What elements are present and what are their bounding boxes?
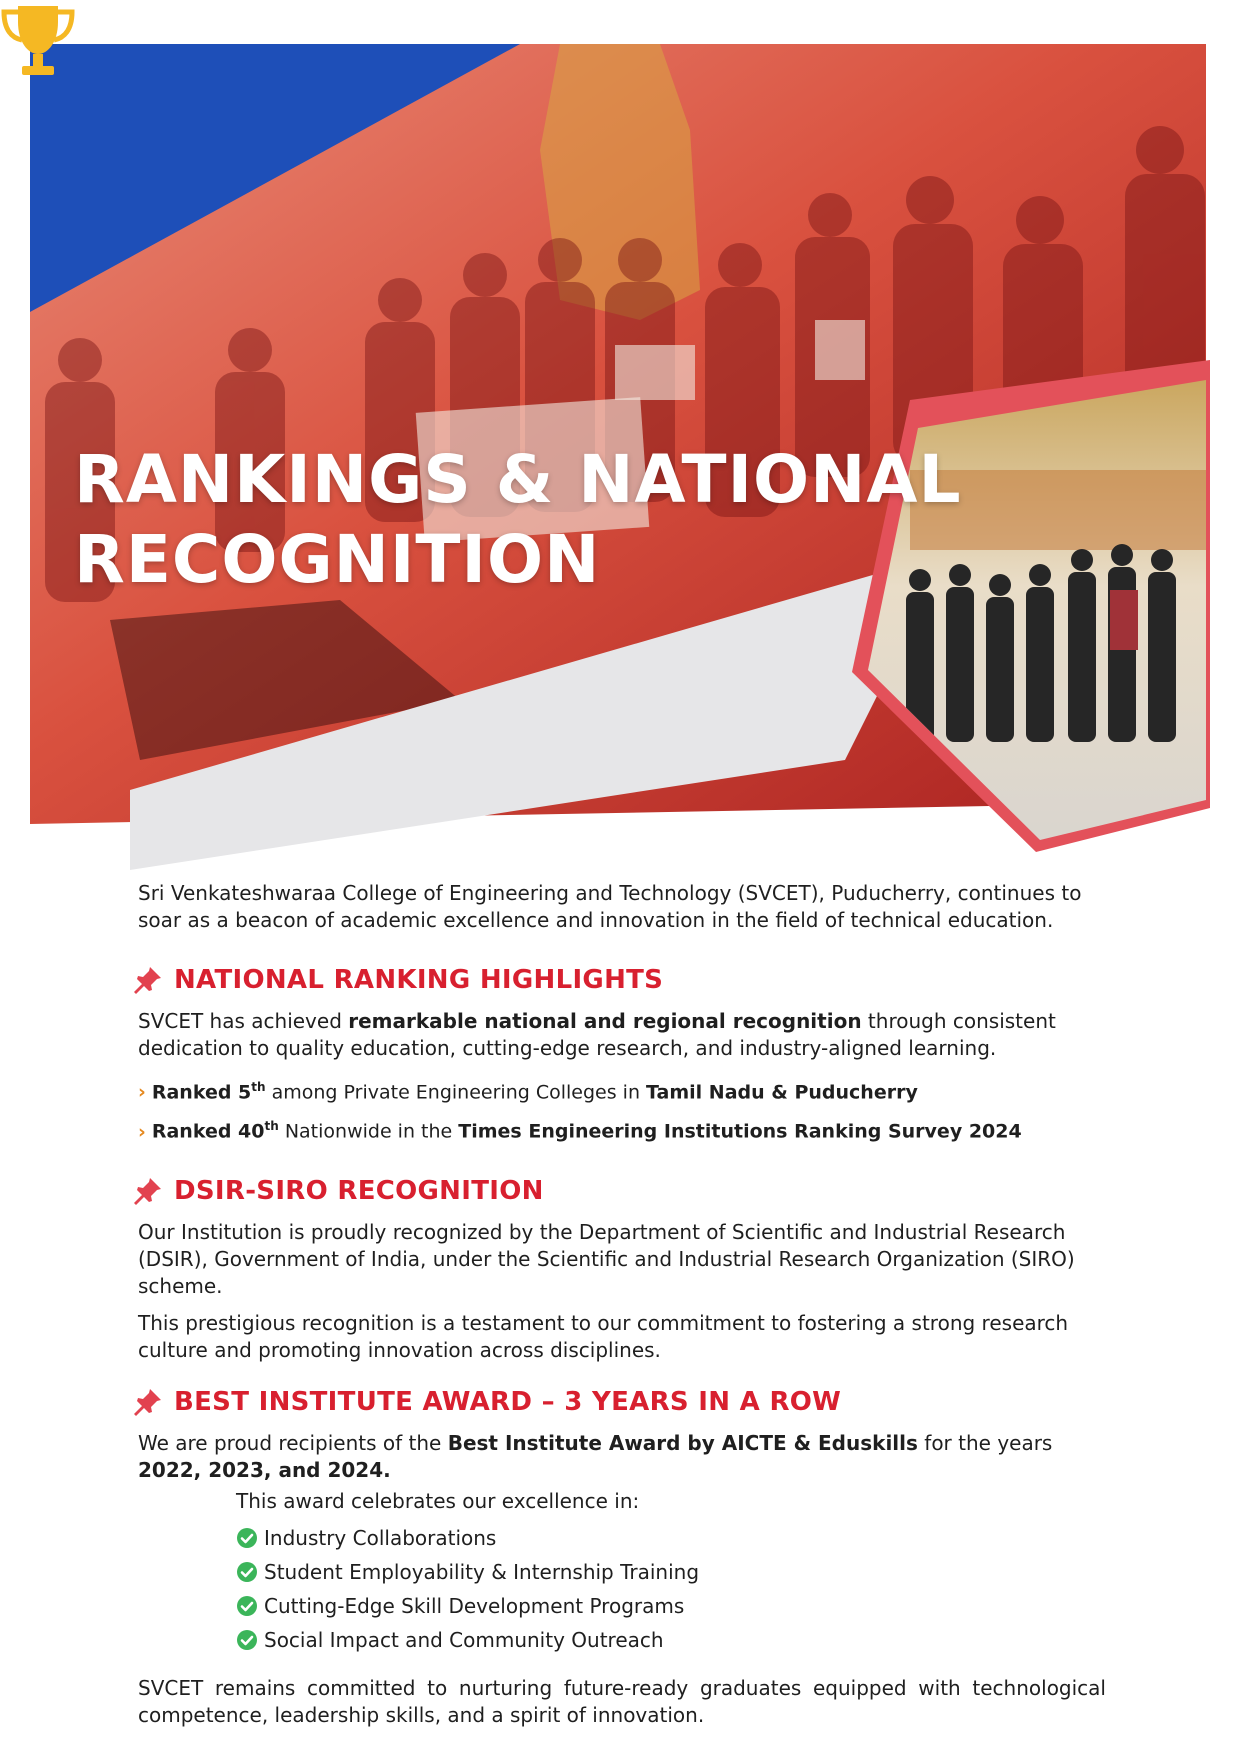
check-circle-icon <box>236 1595 258 1617</box>
dsir-paragraph-1: Our Institution is proudly recognized by the Department of Scientific and Industrial Research (DSIR), Government of India, under the Scientific and Industrial Research Organization (SIRO) scheme. <box>138 1219 1075 1298</box>
award-subheading: This award celebrates our excellence in: <box>236 1488 640 1513</box>
list-item <box>236 1589 1106 1623</box>
national-para-start: SVCET has achieved <box>138 1009 349 1033</box>
list-item-text: Cutting-Edge Skill Development Programs <box>264 1593 685 1618</box>
title-line-1: RANKINGS & NATIONAL <box>74 441 962 518</box>
check-circle-icon <box>236 1561 258 1583</box>
award-heading-text: BEST INSTITUTE AWARD – 3 YEARS IN A ROW <box>174 1386 842 1417</box>
dsir-paragraph-2: This prestigious recognition is a testament to our commitment to fostering a strong research culture and promoting innovation across disciplines. <box>138 1310 1069 1362</box>
ranking-bullet-2 <box>138 1113 1106 1144</box>
national-para-bold: remarkable national and regional recognition <box>348 1009 862 1033</box>
list-item <box>236 1521 1106 1555</box>
intro-paragraph: Sri Venkateshwaraa College of Engineering and Technology (SVCET), Puducherry, continues to soar as a beacon of academic excellence and innovation in the field of technical education. <box>138 881 1082 932</box>
pushpin-icon <box>132 1175 164 1207</box>
list-item-text: Social Impact and Community Outreach <box>264 1627 664 1652</box>
award-para-start: We are proud recipients of the <box>138 1430 448 1455</box>
rank-suffix: th <box>264 1119 279 1134</box>
rank-text: among Private Engineering Colleges in <box>265 1081 647 1104</box>
chevron-right-icon: › <box>138 1120 146 1143</box>
award-name: Best Institute Award by AICTE & Eduskills <box>447 1430 918 1455</box>
national-para-end: through consistent dedication to quality education, cutting-edge research, and industry-aligned learning. <box>138 1009 1056 1060</box>
award-paragraph <box>138 1430 1106 1484</box>
check-circle-icon <box>236 1527 258 1549</box>
list-item-text: Industry Collaborations <box>264 1525 497 1550</box>
award-para-mid: for the years <box>917 1430 1053 1455</box>
national-heading-text: NATIONAL RANKING HIGHLIGHTS <box>174 965 664 995</box>
national-section-heading <box>132 964 1106 996</box>
main-content <box>138 880 1106 1729</box>
rank-label: Ranked 5 <box>151 1081 252 1104</box>
page-title <box>74 440 962 600</box>
award-years: 2022, 2023, and 2024. <box>138 1457 391 1482</box>
dsir-section-heading <box>132 1175 1106 1207</box>
list-item <box>236 1623 1106 1657</box>
pushpin-icon <box>132 964 164 996</box>
closing-paragraph: SVCET remains committed to nurturing future-ready graduates equipped with technological competence, leadership skills, and a spirit of innovation. <box>138 1675 1106 1727</box>
dsir-heading-text: DSIR-SIRO RECOGNITION <box>174 1175 544 1206</box>
check-circle-icon <box>236 1629 258 1651</box>
title-line-2: RECOGNITION <box>74 521 601 598</box>
list-item-text: Student Employability & Internship Training <box>264 1559 700 1584</box>
rank-region: Tamil Nadu & Puducherry <box>646 1081 918 1104</box>
rank-survey: Times Engineering Institutions Ranking Survey 2024 <box>458 1120 1022 1143</box>
rank-text: Nationwide in the <box>278 1120 459 1143</box>
award-section-heading <box>132 1386 1106 1418</box>
pushpin-icon <box>132 1386 164 1418</box>
ranking-bullet-1 <box>138 1074 1106 1105</box>
chevron-right-icon: › <box>138 1081 146 1104</box>
trophy-icon <box>0 0 76 80</box>
list-item <box>236 1555 1106 1589</box>
rank-label: Ranked 40 <box>151 1120 265 1143</box>
national-paragraph <box>138 1008 1106 1062</box>
award-checklist <box>236 1521 1106 1657</box>
rank-suffix: th <box>251 1080 266 1094</box>
